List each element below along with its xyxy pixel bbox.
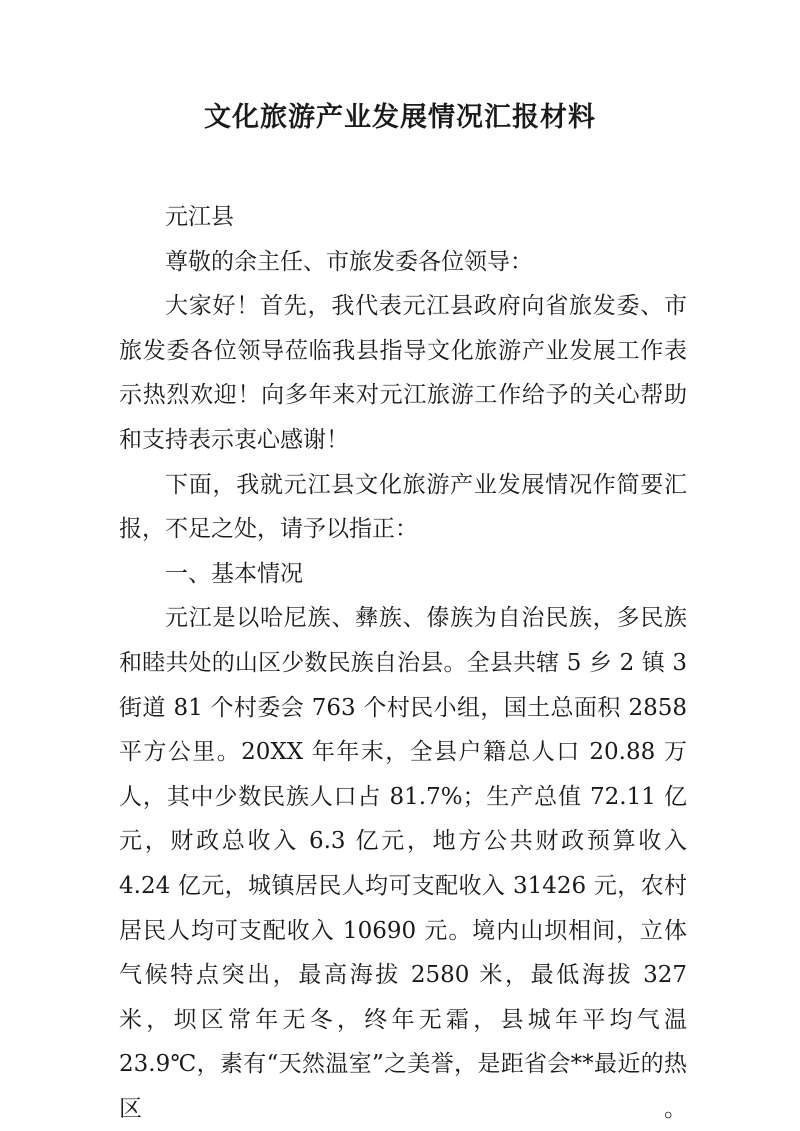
document-title: 文化旅游产业发展情况汇报材料 xyxy=(204,102,596,133)
document-body xyxy=(119,195,687,1131)
body-paragraph-greeting: 大家好！首先，我代表元江县政府向省旅发委、市旅发委各位领导莅临我县指导文化旅游产业发展工作表示热烈欢迎！向多年来对元江旅游工作给予的关心帮助和支持表示衷心感谢！ xyxy=(119,293,687,453)
body-paragraph-basic-info: 元江是以哈尼族、彝族、傣族为自治民族，多民族和睦共处的山区少数民族自治县。全县共辖 5 乡 2 镇 3 街道 81 个村委会 763 个村民小组，国土总面积 2858 平方公里。20XX 年年末，全县户籍总人口 20.88 万人，其中少数民族人口占 81.7%；生产总值 72.11 亿元，财政总收入 6.3 亿元，地方公共财政预算收入 4.24 亿元，城镇居民人均可支配收入 31426 元，农村居民人均可支配收入 10690 元。境内山坝相间，立体气候特点突出，最高海拔 2580 米，最低海拔 327 米，坝区常年无冬，终年无霜，县城年平均气温 23.9℃，素有“天然温室”之美誉，是距省会**最近的热区。 xyxy=(119,605,687,1122)
salutation-line: 尊敬的余主任、市旅发委各位领导： xyxy=(165,248,533,275)
section-heading-basic-info: 一、基本情况 xyxy=(165,560,303,587)
body-paragraph-intro: 下面，我就元江县文化旅游产业发展情况作简要汇报，不足之处，请予以指正： xyxy=(119,471,687,543)
county-name-line: 元江县 xyxy=(165,204,234,230)
